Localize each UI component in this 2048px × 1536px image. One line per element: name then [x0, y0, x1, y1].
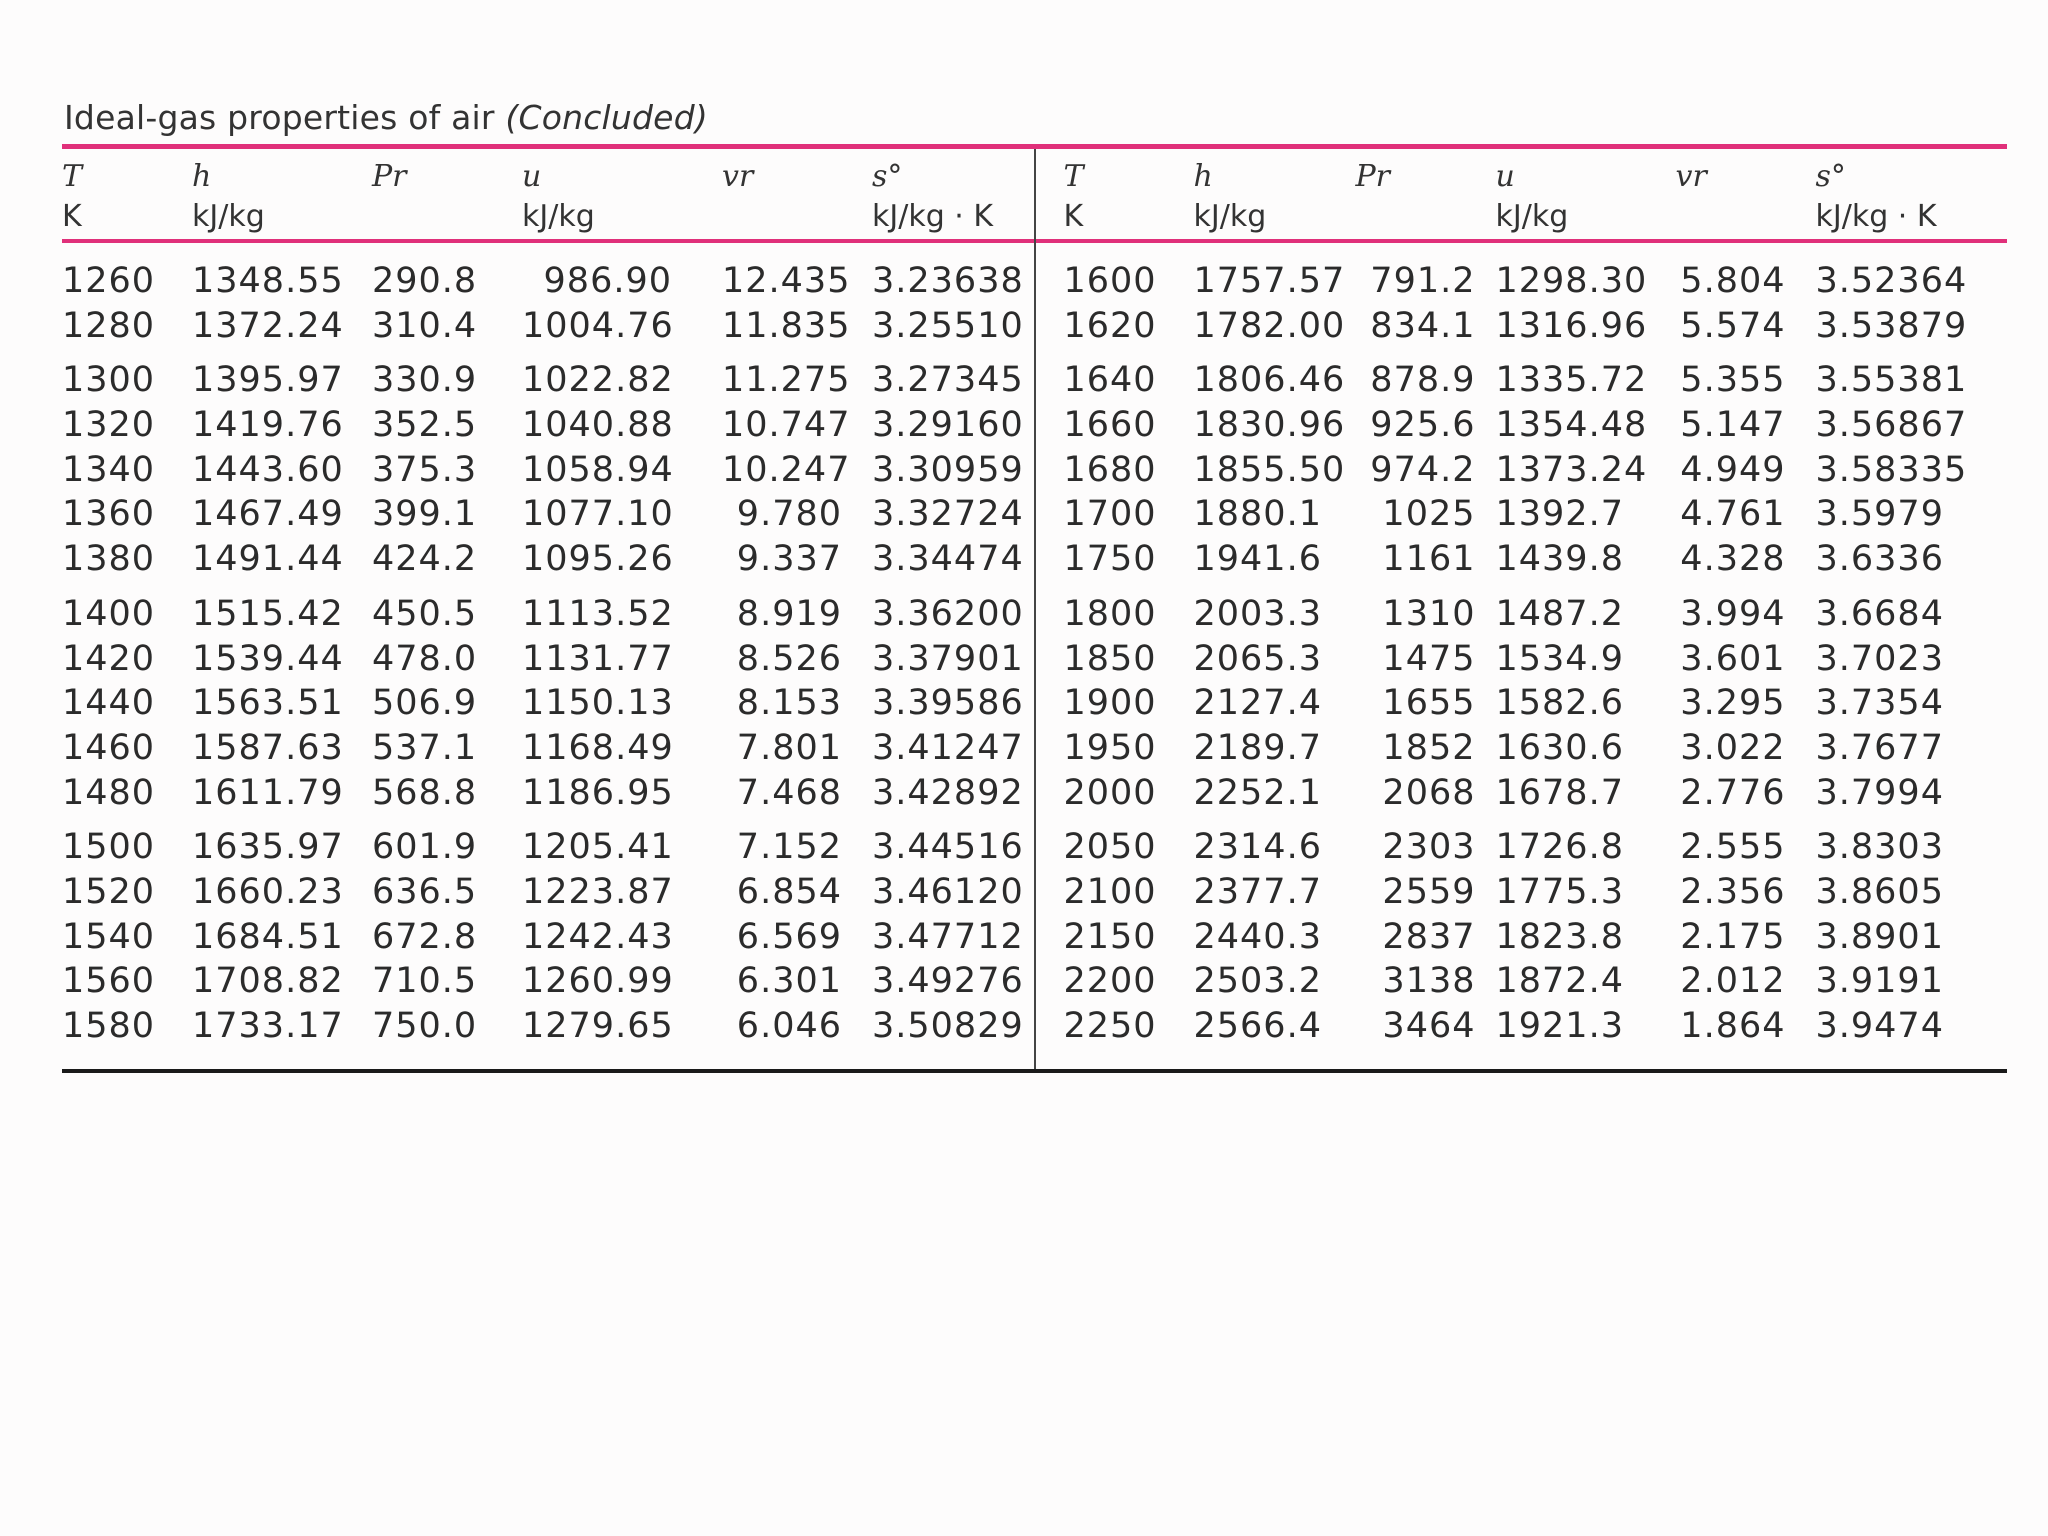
cell-enthalpy: 1348.55: [192, 261, 344, 301]
cell-relative-volume: 2.175: [1680, 916, 1786, 957]
cell-relative-pressure: 834.1: [1370, 305, 1476, 346]
left-header-symbol-enthalpy: h: [192, 159, 212, 194]
cell-temperature: 1600: [1063, 261, 1157, 301]
cell-enthalpy: 1611.79: [192, 772, 344, 813]
table-row: [62, 257, 1034, 302]
table-title: [62, 96, 2007, 140]
cell-entropy: 3.30959: [872, 449, 1024, 490]
cell-relative-volume: 12.435: [722, 261, 851, 301]
cell-relative-volume: 5.355: [1680, 360, 1786, 401]
cell-relative-volume: 8.919: [736, 593, 842, 634]
cell-internal-energy: 1242.43: [522, 916, 674, 957]
cell-temperature: 1750: [1063, 539, 1157, 580]
table-title-concluded: (Concluded): [505, 98, 708, 137]
cell-entropy: 3.7354: [1815, 683, 1944, 724]
cell-temperature: 1460: [62, 727, 156, 768]
cell-entropy: 3.25510: [872, 305, 1024, 346]
cell-internal-energy: 1354.48: [1495, 405, 1648, 446]
table-row: [1036, 679, 2008, 724]
cell-relative-volume: 4.761: [1680, 494, 1786, 535]
cell-entropy: 3.42892: [872, 772, 1024, 813]
cell-relative-pressure: 1025: [1382, 494, 1476, 535]
cell-entropy: 3.29160: [872, 405, 1024, 446]
right-row-group: [1036, 257, 2008, 346]
cell-relative-pressure: 710.5: [372, 961, 478, 1002]
cell-entropy: 3.37901: [872, 638, 1024, 679]
cell-relative-volume: 7.801: [736, 727, 842, 768]
cell-enthalpy: 1395.97: [192, 360, 344, 401]
cell-temperature: 2050: [1063, 827, 1157, 868]
cell-entropy: 3.52364: [1815, 261, 1968, 301]
table-row: [1036, 868, 2008, 913]
left-row-group: [62, 257, 1034, 346]
table-row: [62, 724, 1034, 769]
cell-relative-volume: 5.147: [1680, 405, 1786, 446]
cell-relative-volume: 2.012: [1680, 961, 1786, 1002]
cell-relative-pressure: 1655: [1382, 683, 1476, 724]
cell-enthalpy: 1467.49: [192, 494, 344, 535]
cell-entropy: 3.36200: [872, 593, 1024, 634]
property-table: [62, 96, 2007, 1073]
left-header: [62, 149, 1034, 239]
cell-internal-energy: 1223.87: [522, 871, 674, 912]
cell-internal-energy: 1095.26: [522, 539, 674, 580]
cell-relative-pressure: 424.2: [372, 539, 478, 580]
left-header-unit-enthalpy: kJ/kg: [192, 199, 265, 234]
table-row: [62, 401, 1034, 446]
cell-enthalpy: 1491.44: [192, 539, 344, 580]
cell-temperature: 2100: [1063, 871, 1157, 912]
cell-temperature: 1440: [62, 683, 156, 724]
table-row: [62, 302, 1034, 347]
cell-relative-volume: 6.569: [736, 916, 842, 957]
cell-internal-energy: 1726.8: [1495, 827, 1624, 868]
cell-internal-energy: 1168.49: [522, 727, 674, 768]
cell-relative-volume: 2.776: [1680, 772, 1786, 813]
left-header-symbol-entropy: s°: [872, 159, 903, 194]
cell-relative-pressure: 568.8: [372, 772, 478, 813]
cell-entropy: 3.6336: [1815, 539, 1944, 580]
cell-internal-energy: 1298.30: [1495, 261, 1648, 301]
cell-relative-volume: 4.949: [1680, 449, 1786, 490]
bottom-rule: [62, 1069, 2007, 1073]
cell-entropy: 3.47712: [872, 916, 1024, 957]
cell-temperature: 1480: [62, 772, 156, 813]
right-header-symbol-temperature: T: [1063, 159, 1084, 194]
cell-enthalpy: 1635.97: [192, 827, 344, 868]
cell-temperature: 1640: [1063, 360, 1157, 401]
cell-relative-volume: 3.022: [1680, 727, 1786, 768]
left-body: [62, 243, 1034, 1069]
cell-relative-pressure: 601.9: [372, 827, 478, 868]
cell-temperature: 1950: [1063, 727, 1157, 768]
table-row: [62, 823, 1034, 868]
cell-temperature: 1580: [62, 1006, 156, 1046]
cell-relative-volume: 11.835: [722, 305, 851, 346]
cell-enthalpy: 1563.51: [192, 683, 344, 724]
table-row: [62, 679, 1034, 724]
cell-relative-pressure: 636.5: [372, 871, 478, 912]
cell-entropy: 3.58335: [1815, 449, 1968, 490]
cell-relative-volume: 11.275: [722, 360, 851, 401]
cell-enthalpy: 1806.46: [1193, 360, 1346, 401]
left-header-unit-temperature: K: [62, 199, 82, 234]
cell-entropy: 3.27345: [872, 360, 1024, 401]
right-body: [1036, 243, 2008, 1069]
cell-relative-pressure: 310.4: [372, 305, 478, 346]
right-row-group: [1036, 823, 2008, 1046]
cell-entropy: 3.53879: [1815, 305, 1968, 346]
cell-relative-volume: 4.328: [1680, 539, 1786, 580]
left-header-symbol-relative-pressure: Pr: [372, 159, 407, 194]
cell-temperature: 1660: [1063, 405, 1157, 446]
cell-internal-energy: 1439.8: [1495, 539, 1624, 580]
cell-entropy: 3.32724: [872, 494, 1024, 535]
cell-internal-energy: 1373.24: [1495, 449, 1648, 490]
table-row: [1036, 724, 2008, 769]
cell-relative-volume: 3.994: [1680, 593, 1786, 634]
cell-internal-energy: 1077.10: [522, 494, 674, 535]
cell-enthalpy: 1419.76: [192, 405, 344, 446]
cell-relative-volume: 6.301: [736, 961, 842, 1002]
cell-temperature: 1680: [1063, 449, 1157, 490]
cell-entropy: 3.55381: [1815, 360, 1968, 401]
cell-enthalpy: 2252.1: [1193, 772, 1322, 813]
table-row: [62, 635, 1034, 680]
left-header-unit-internal-energy: kJ/kg: [522, 199, 595, 234]
cell-relative-volume: 5.804: [1680, 261, 1786, 301]
cell-entropy: 3.56867: [1815, 405, 1968, 446]
table-row: [1036, 957, 2008, 1002]
cell-entropy: 3.6684: [1815, 593, 1944, 634]
cell-entropy: 3.7023: [1815, 638, 1944, 679]
table-title-main: Ideal-gas properties of air: [64, 98, 495, 137]
cell-relative-volume: 8.526: [736, 638, 842, 679]
table-row: [62, 868, 1034, 913]
cell-enthalpy: 1733.17: [192, 1006, 344, 1046]
cell-relative-volume: 9.337: [736, 539, 842, 580]
cell-relative-pressure: 2559: [1382, 871, 1476, 912]
cell-enthalpy: 1880.1: [1193, 494, 1322, 535]
cell-relative-pressure: 672.8: [372, 916, 478, 957]
cell-relative-volume: 2.555: [1680, 827, 1786, 868]
cell-entropy: 3.8303: [1815, 827, 1944, 868]
table-row: [62, 913, 1034, 958]
cell-relative-pressure: 375.3: [372, 449, 478, 490]
cell-internal-energy: 1534.9: [1495, 638, 1624, 679]
right-header-unit-enthalpy: kJ/kg: [1193, 199, 1267, 234]
cell-enthalpy: 2065.3: [1193, 638, 1322, 679]
right-row-group: [1036, 590, 2008, 813]
cell-internal-energy: 1004.76: [522, 305, 674, 346]
table-row: [1036, 446, 2008, 491]
cell-entropy: 3.34474: [872, 539, 1024, 580]
right-header-symbol-relative-pressure: Pr: [1355, 159, 1391, 194]
cell-enthalpy: 1941.6: [1193, 539, 1322, 580]
cell-internal-energy: 1487.2: [1495, 593, 1624, 634]
right-header-unit-entropy: kJ/kg · K: [1815, 199, 1937, 234]
cell-internal-energy: 1058.94: [522, 449, 674, 490]
cell-enthalpy: 2566.4: [1193, 1006, 1322, 1046]
cell-temperature: 1500: [62, 827, 156, 868]
cell-relative-pressure: 791.2: [1370, 261, 1476, 301]
cell-entropy: 3.5979: [1815, 494, 1944, 535]
cell-entropy: 3.9191: [1815, 961, 1944, 1002]
cell-internal-energy: 1316.96: [1495, 305, 1648, 346]
cell-internal-energy: 1630.6: [1495, 727, 1624, 768]
cell-enthalpy: 2189.7: [1193, 727, 1322, 768]
cell-relative-volume: 6.854: [736, 871, 842, 912]
cell-entropy: 3.9474: [1815, 1006, 1944, 1046]
table-row: [62, 490, 1034, 535]
cell-relative-pressure: 1310: [1382, 593, 1476, 634]
cell-internal-energy: 1775.3: [1495, 871, 1624, 912]
cell-temperature: 2250: [1063, 1006, 1157, 1046]
cell-internal-energy: 1921.3: [1495, 1006, 1624, 1046]
cell-entropy: 3.8605: [1815, 871, 1944, 912]
cell-relative-pressure: 2303: [1382, 827, 1476, 868]
left-header-symbol-temperature: T: [62, 159, 83, 194]
right-header-unit-temperature: K: [1063, 199, 1084, 234]
cell-enthalpy: 1660.23: [192, 871, 344, 912]
left-row-group: [62, 823, 1034, 1046]
cell-enthalpy: 2003.3: [1193, 593, 1322, 634]
cell-relative-pressure: 878.9: [1370, 360, 1476, 401]
cell-relative-volume: 9.780: [736, 494, 842, 535]
cell-relative-pressure: 2068: [1382, 772, 1476, 813]
cell-internal-energy: 986.90: [543, 261, 672, 301]
cell-enthalpy: 1372.24: [192, 305, 344, 346]
cell-temperature: 1900: [1063, 683, 1157, 724]
cell-entropy: 3.23638: [872, 261, 1024, 301]
table-row: [62, 356, 1034, 401]
cell-relative-pressure: 2837: [1382, 916, 1476, 957]
cell-entropy: 3.7994: [1815, 772, 1944, 813]
cell-relative-volume: 10.247: [722, 449, 851, 490]
cell-entropy: 3.7677: [1815, 727, 1944, 768]
cell-relative-volume: 8.153: [736, 683, 842, 724]
cell-relative-volume: 7.152: [736, 827, 842, 868]
left-header-symbol-internal-energy: u: [522, 159, 542, 194]
cell-enthalpy: 2314.6: [1193, 827, 1322, 868]
right-header: [1036, 149, 2008, 239]
cell-relative-pressure: 3464: [1382, 1006, 1476, 1046]
cell-enthalpy: 1539.44: [192, 638, 344, 679]
cell-relative-pressure: 1475: [1382, 638, 1476, 679]
cell-internal-energy: 1279.65: [522, 1006, 674, 1046]
cell-temperature: 1800: [1063, 593, 1157, 634]
cell-temperature: 1260: [62, 261, 156, 301]
cell-internal-energy: 1186.95: [522, 772, 674, 813]
cell-entropy: 3.44516: [872, 827, 1024, 868]
table-row: [1036, 356, 2008, 401]
table-row: [62, 957, 1034, 1002]
cell-relative-pressure: 750.0: [372, 1006, 478, 1046]
cell-entropy: 3.49276: [872, 961, 1024, 1002]
right-header-symbol-relative-volume: vr: [1675, 159, 1707, 194]
left-row-group: [62, 356, 1034, 579]
cell-entropy: 3.41247: [872, 727, 1024, 768]
cell-temperature: 2200: [1063, 961, 1157, 1002]
cell-relative-pressure: 1161: [1382, 539, 1476, 580]
cell-temperature: 1540: [62, 916, 156, 957]
cell-temperature: 1520: [62, 871, 156, 912]
cell-relative-volume: 7.468: [736, 772, 842, 813]
cell-entropy: 3.8901: [1815, 916, 1944, 957]
cell-temperature: 1700: [1063, 494, 1157, 535]
cell-internal-energy: 1150.13: [522, 683, 674, 724]
right-header-unit-internal-energy: kJ/kg: [1495, 199, 1569, 234]
cell-temperature: 1400: [62, 593, 156, 634]
cell-internal-energy: 1131.77: [522, 638, 674, 679]
cell-relative-pressure: 290.8: [372, 261, 478, 301]
left-header-symbol-relative-volume: vr: [722, 159, 754, 194]
cell-enthalpy: 1782.00: [1193, 305, 1346, 346]
right-header-symbol-entropy: s°: [1815, 159, 1846, 194]
table-row: [1036, 401, 2008, 446]
cell-temperature: 2000: [1063, 772, 1157, 813]
table-row: [1036, 302, 2008, 347]
cell-relative-volume: 1.864: [1680, 1006, 1786, 1046]
cell-relative-pressure: 478.0: [372, 638, 478, 679]
cell-entropy: 3.39586: [872, 683, 1024, 724]
cell-temperature: 1420: [62, 638, 156, 679]
cell-relative-volume: 3.295: [1680, 683, 1786, 724]
cell-temperature: 1280: [62, 305, 156, 346]
cell-internal-energy: 1205.41: [522, 827, 674, 868]
cell-enthalpy: 1855.50: [1193, 449, 1346, 490]
cell-relative-pressure: 974.2: [1370, 449, 1476, 490]
left-panel: [62, 149, 1036, 1069]
right-panel: [1036, 149, 2008, 1069]
table-row: [1036, 913, 2008, 958]
cell-relative-volume: 2.356: [1680, 871, 1786, 912]
cell-enthalpy: 2503.2: [1193, 961, 1322, 1002]
cell-entropy: 3.50829: [872, 1006, 1024, 1046]
table-row: [62, 590, 1034, 635]
cell-relative-volume: 5.574: [1680, 305, 1786, 346]
cell-enthalpy: 1708.82: [192, 961, 344, 1002]
table-row: [1036, 1002, 2008, 1047]
cell-temperature: 1380: [62, 539, 156, 580]
cell-enthalpy: 2377.7: [1193, 871, 1322, 912]
cell-internal-energy: 1040.88: [522, 405, 674, 446]
table-panels: [62, 149, 2007, 1069]
cell-internal-energy: 1582.6: [1495, 683, 1624, 724]
left-header-unit-entropy: kJ/kg · K: [872, 199, 994, 234]
table-row: [1036, 535, 2008, 580]
cell-relative-volume: 10.747: [722, 405, 851, 446]
cell-relative-pressure: 3138: [1382, 961, 1476, 1002]
cell-temperature: 1850: [1063, 638, 1157, 679]
cell-temperature: 1360: [62, 494, 156, 535]
cell-internal-energy: 1022.82: [522, 360, 674, 401]
cell-temperature: 1560: [62, 961, 156, 1002]
cell-enthalpy: 1830.96: [1193, 405, 1346, 446]
table-row: [1036, 635, 2008, 680]
table-row: [1036, 490, 2008, 535]
cell-temperature: 1320: [62, 405, 156, 446]
table-row: [1036, 590, 2008, 635]
cell-temperature: 2150: [1063, 916, 1157, 957]
right-header-symbol-enthalpy: h: [1193, 159, 1213, 194]
cell-relative-pressure: 925.6: [1370, 405, 1476, 446]
cell-temperature: 1300: [62, 360, 156, 401]
cell-internal-energy: 1823.8: [1495, 916, 1624, 957]
table-row: [62, 1002, 1034, 1047]
cell-relative-pressure: 537.1: [372, 727, 478, 768]
cell-relative-pressure: 352.5: [372, 405, 478, 446]
cell-enthalpy: 1684.51: [192, 916, 344, 957]
table-row: [1036, 257, 2008, 302]
table-row: [62, 535, 1034, 580]
table-row: [1036, 823, 2008, 868]
table-row: [62, 446, 1034, 491]
cell-relative-pressure: 1852: [1382, 727, 1476, 768]
cell-relative-pressure: 506.9: [372, 683, 478, 724]
cell-internal-energy: 1872.4: [1495, 961, 1624, 1002]
cell-enthalpy: 1587.63: [192, 727, 344, 768]
right-header-symbol-internal-energy: u: [1495, 159, 1515, 194]
cell-entropy: 3.46120: [872, 871, 1024, 912]
cell-temperature: 1620: [1063, 305, 1157, 346]
cell-internal-energy: 1678.7: [1495, 772, 1624, 813]
cell-temperature: 1340: [62, 449, 156, 490]
cell-relative-pressure: 450.5: [372, 593, 478, 634]
cell-internal-energy: 1113.52: [522, 593, 674, 634]
cell-relative-pressure: 330.9: [372, 360, 478, 401]
cell-relative-volume: 3.601: [1680, 638, 1786, 679]
right-row-group: [1036, 356, 2008, 579]
cell-enthalpy: 1515.42: [192, 593, 344, 634]
table-row: [1036, 769, 2008, 814]
cell-enthalpy: 2127.4: [1193, 683, 1322, 724]
cell-relative-volume: 6.046: [736, 1006, 842, 1046]
cell-internal-energy: 1335.72: [1495, 360, 1648, 401]
cell-relative-pressure: 399.1: [372, 494, 478, 535]
cell-enthalpy: 1443.60: [192, 449, 344, 490]
cell-internal-energy: 1392.7: [1495, 494, 1624, 535]
left-row-group: [62, 590, 1034, 813]
cell-enthalpy: 1757.57: [1193, 261, 1346, 301]
table-row: [62, 769, 1034, 814]
cell-internal-energy: 1260.99: [522, 961, 674, 1002]
cell-enthalpy: 2440.3: [1193, 916, 1322, 957]
